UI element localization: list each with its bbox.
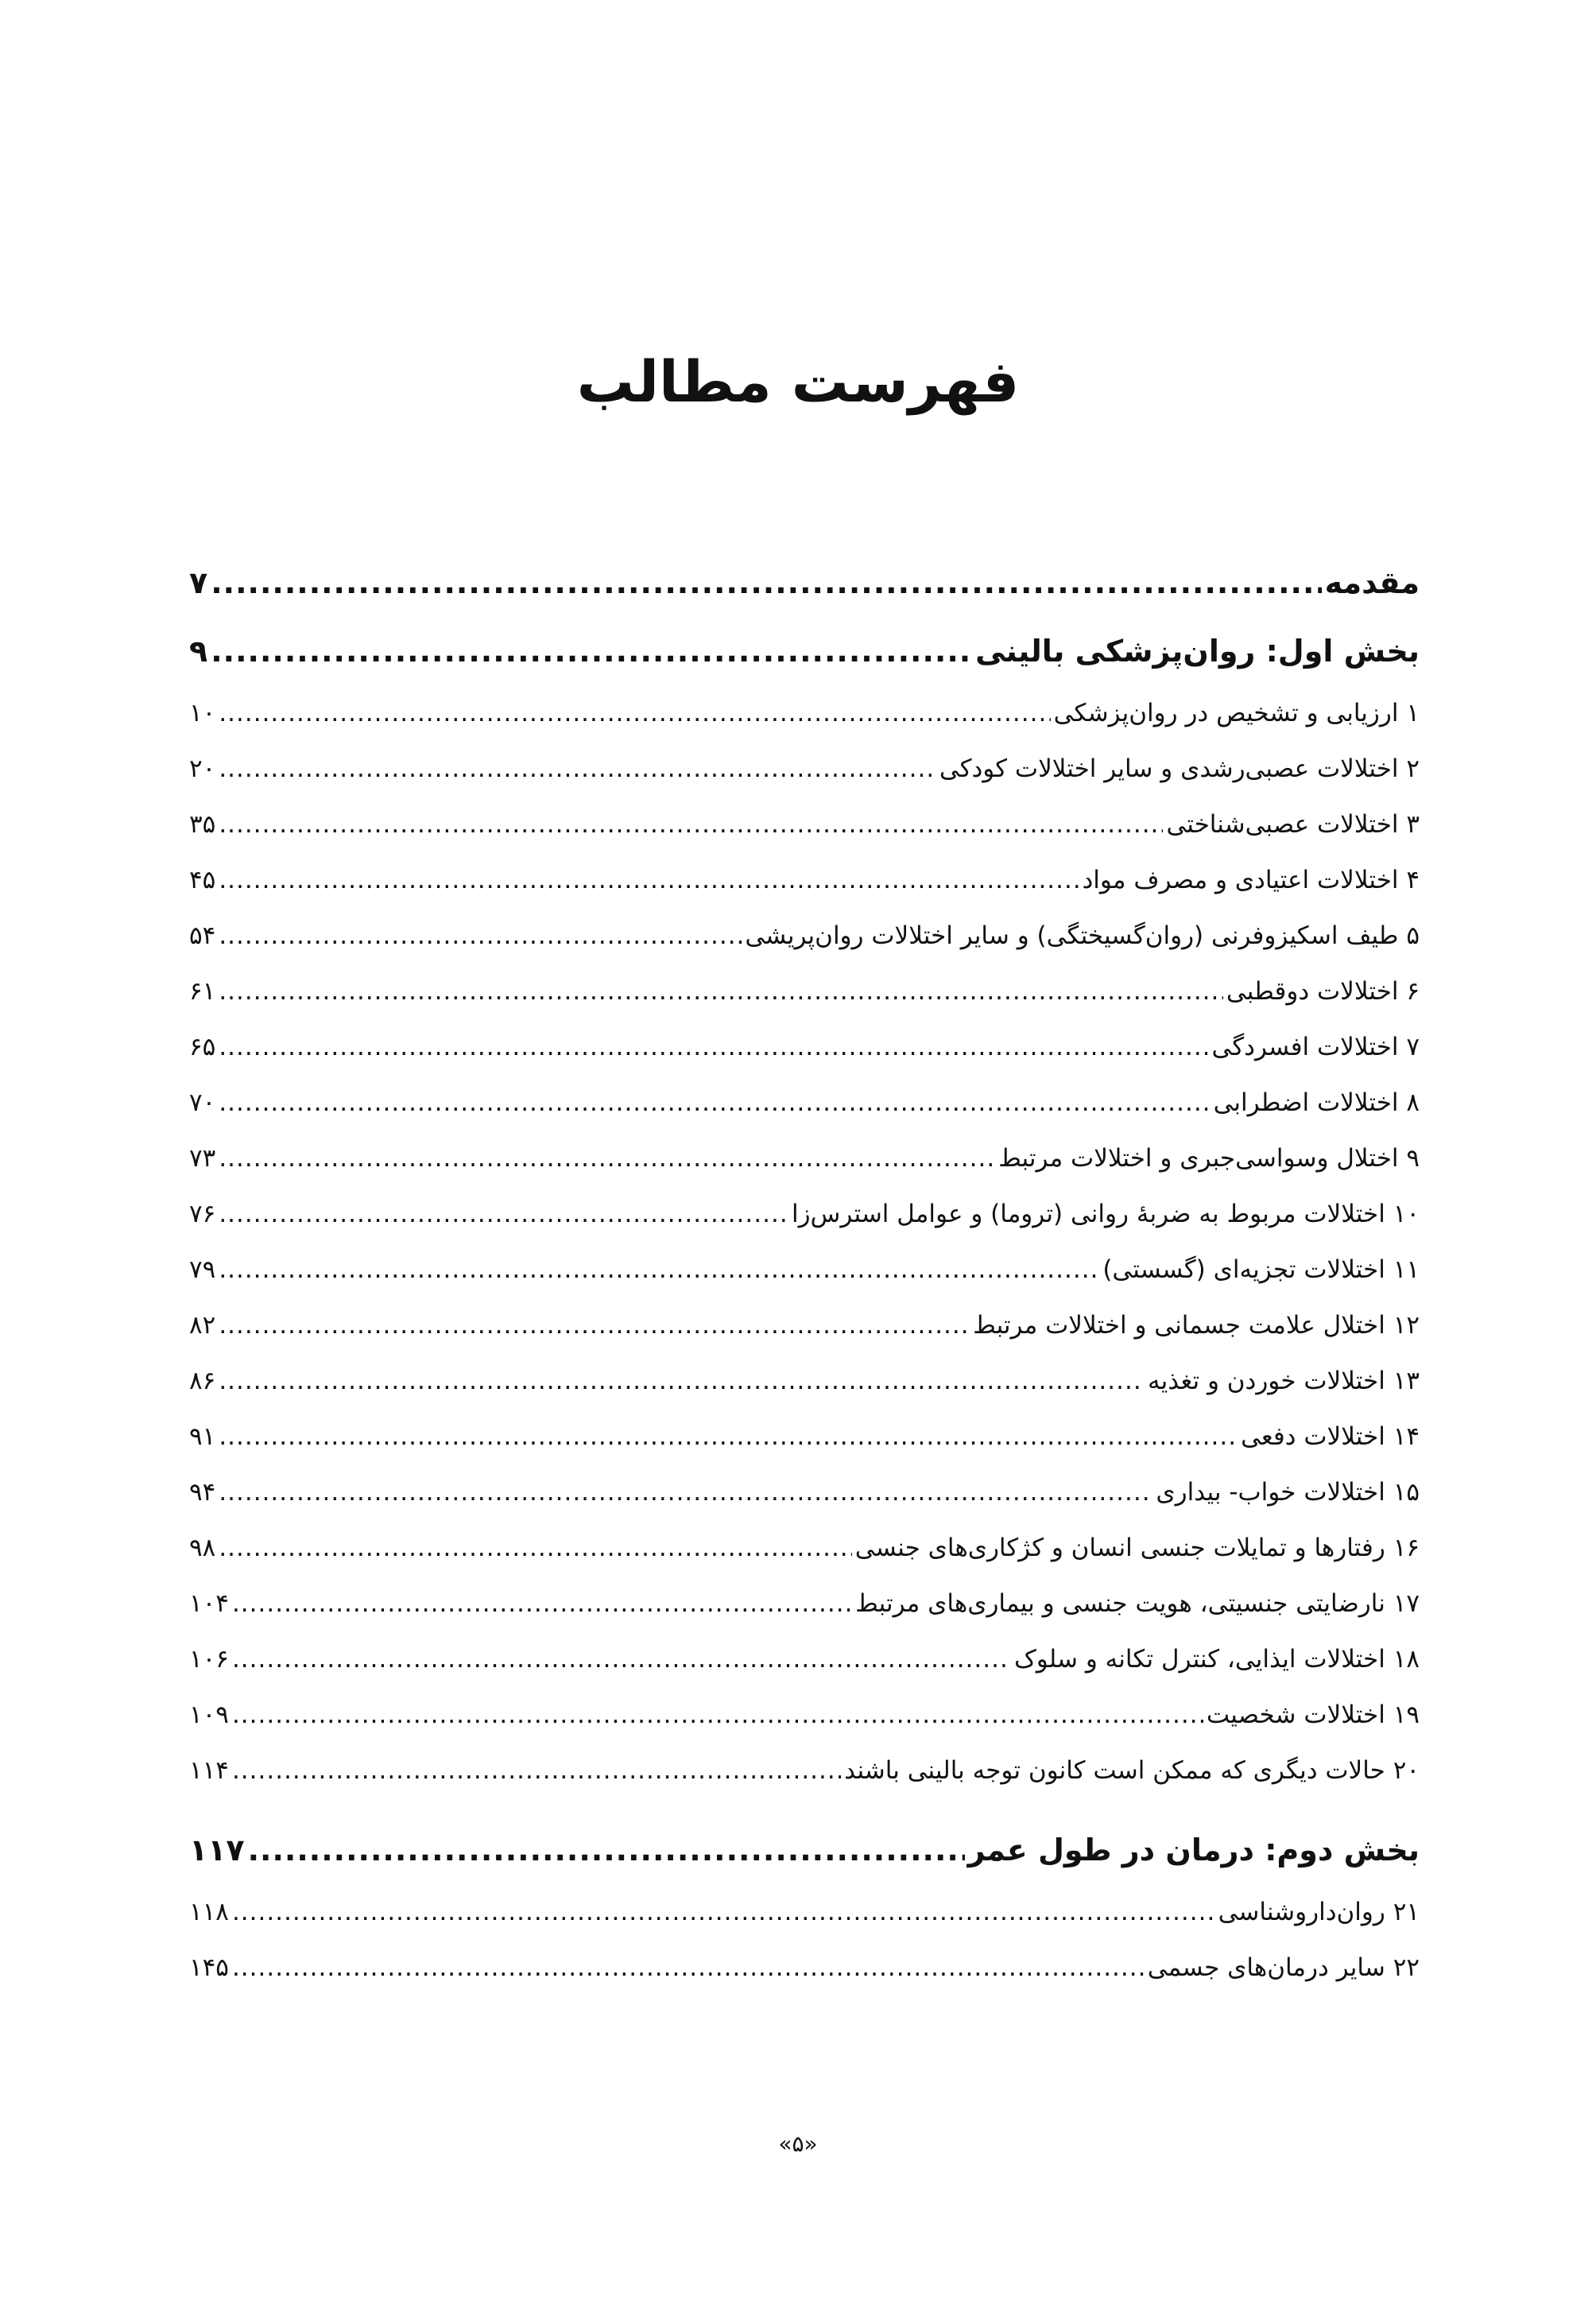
dot-leader (219, 1409, 1238, 1464)
toc-chapter-1 (189, 685, 1420, 741)
toc-page-number: ۶۵ (189, 1033, 216, 1061)
toc-page-number: ۱۰۹ (189, 1701, 229, 1729)
dot-leader (219, 1242, 1099, 1297)
toc-page-number: ۷۶ (189, 1200, 216, 1228)
dot-leader (219, 741, 936, 797)
dot-leader (211, 617, 972, 685)
dot-leader (232, 1884, 1215, 1940)
toc-page-number: ۲۰ (189, 754, 216, 783)
toc-page-number: ۷۹ (189, 1255, 216, 1284)
dot-leader (219, 1019, 1208, 1075)
toc-entry-title: ۸ اختلالات اضطرابی (1213, 1088, 1420, 1117)
toc-entry-title: ۱ ارزیابی و تشخیص در روان‌پزشکی (1053, 699, 1420, 727)
toc-chapter-19 (189, 1687, 1420, 1743)
toc-chapter-16 (189, 1520, 1420, 1576)
toc-chapter-6 (189, 964, 1420, 1019)
toc-entry-title: بخش اول: روان‌پزشکی بالینی (975, 634, 1420, 669)
toc-page-number: ۷۳ (189, 1144, 216, 1173)
toc-page-number: ۴۵ (189, 866, 216, 894)
toc-entry-title: ۹ اختلال وسواسی‌جبری و اختلالات مرتبط (998, 1144, 1420, 1173)
toc-entry-title: ۱۸ اختلالات ایذایی، کنترل تکانه و سلوک (1013, 1645, 1420, 1674)
dot-leader (232, 1687, 1203, 1743)
toc-chapter-21 (189, 1884, 1420, 1940)
toc-page-number: ۳۵ (189, 810, 216, 839)
toc-chapter-9 (189, 1131, 1420, 1186)
toc-chapter-14 (189, 1409, 1420, 1464)
toc-page-number: ۱۴۵ (189, 1953, 229, 1982)
dot-leader (232, 1743, 841, 1798)
dot-leader (219, 685, 1050, 741)
toc-chapter-18 (189, 1631, 1420, 1687)
toc-chapter-10 (189, 1186, 1420, 1242)
toc-chapter-13 (189, 1353, 1420, 1409)
toc-entry-title: ۲۰ حالات دیگری که ممکن است کانون توجه بالینی باشند (844, 1756, 1420, 1785)
dot-leader (248, 1816, 965, 1884)
toc-entry-introduction (189, 549, 1420, 617)
toc-entry-title: ۱۵ اختلالات خواب- بیداری (1156, 1478, 1420, 1507)
toc-entry-title: ۵ طیف اسکیزوفرنی (روان‌گسیختگی) و سایر اختلالات روان‌پریشی (745, 921, 1420, 950)
toc-chapter-22 (189, 1940, 1420, 1996)
toc-chapter-17 (189, 1576, 1420, 1631)
table-of-contents (189, 549, 1420, 1996)
toc-page-number: ۱۱۷ (189, 1833, 245, 1868)
toc-page-number: ۸۲ (189, 1311, 216, 1340)
toc-entry-title: ۳ اختلالات عصبی‌شناختی (1166, 810, 1420, 839)
toc-page-number: ۷ (189, 565, 208, 600)
dot-leader (232, 1940, 1145, 1996)
dot-leader (219, 797, 1163, 852)
toc-chapter-5 (189, 908, 1420, 964)
toc-page-number: ۹۸ (189, 1534, 216, 1562)
toc-entry-title: ۱۰ اختلالات مربوط به ضربهٔ روانی (تروما) و عوامل استرس‌زا (791, 1200, 1420, 1228)
toc-chapter-15 (189, 1464, 1420, 1520)
dot-leader (219, 1520, 851, 1576)
dot-leader (219, 1131, 995, 1186)
dot-leader (219, 1186, 788, 1242)
toc-page-number: ۹۱ (189, 1422, 216, 1451)
dot-leader (232, 1631, 1011, 1687)
dot-leader (219, 1075, 1210, 1131)
toc-entry-title: ۶ اختلالات دوقطبی (1226, 977, 1420, 1006)
toc-chapter-2 (189, 741, 1420, 797)
toc-page-number: ۱۱۴ (189, 1756, 229, 1785)
toc-chapter-4 (189, 852, 1420, 908)
toc-chapter-8 (189, 1075, 1420, 1131)
toc-page-number: ۱۰ (189, 699, 216, 727)
dot-leader (219, 908, 742, 964)
toc-page-number: ۵۴ (189, 921, 216, 950)
toc-page-number: ۱۰۴ (189, 1589, 229, 1618)
toc-page-number: ۹۴ (189, 1478, 216, 1507)
toc-page-number: ۶۱ (189, 977, 216, 1006)
toc-chapter-3 (189, 797, 1420, 852)
toc-entry-title: ۱۷ نارضایتی جنسیتی، هویت جنسی و بیماری‌های مرتبط (855, 1589, 1420, 1618)
toc-page-number: ۷۰ (189, 1088, 216, 1117)
toc-chapter-12 (189, 1297, 1420, 1353)
toc-page-number: ۹ (189, 634, 208, 669)
dot-leader (219, 1297, 970, 1353)
toc-entry-title: ۱۲ اختلال علامت جسمانی و اختلالات مرتبط (973, 1311, 1420, 1340)
toc-chapter-7 (189, 1019, 1420, 1075)
dot-leader (232, 1576, 852, 1631)
toc-entry-title: ۱۹ اختلالات شخصیت (1206, 1701, 1420, 1729)
toc-part-one (189, 617, 1420, 685)
toc-entry-title: مقدمه (1324, 565, 1420, 600)
toc-entry-title: ۱۱ اختلالات تجزیه‌ای (گسستی) (1102, 1255, 1420, 1284)
toc-entry-title: ۱۳ اختلالات خوردن و تغذیه (1147, 1367, 1420, 1395)
toc-entry-title: ۴ اختلالات اعتیادی و مصرف مواد (1082, 866, 1420, 894)
toc-entry-title: ۱۶ رفتارها و تمایلات جنسی انسان و کژکاری‌های جنسی (854, 1534, 1420, 1562)
toc-entry-title: ۲ اختلالات عصبی‌رشدی و سایر اختلالات کودکی (939, 754, 1420, 783)
toc-page-number: ۸۶ (189, 1367, 216, 1395)
toc-entry-title: ۲۱ روان‌داروشناسی (1218, 1898, 1420, 1926)
toc-entry-title: ۲۲ سایر درمان‌های جسمی (1147, 1953, 1420, 1982)
toc-part-two (189, 1816, 1420, 1884)
dot-leader (219, 964, 1223, 1019)
dot-leader (219, 1464, 1152, 1520)
toc-page-number: ۱۰۶ (189, 1645, 229, 1674)
dot-leader (219, 852, 1079, 908)
dot-leader (219, 1353, 1145, 1409)
page-number-footer: «۵» (778, 2131, 818, 2157)
toc-entry-title: بخش دوم: درمان در طول عمر (967, 1833, 1420, 1868)
toc-page-number: ۱۱۸ (189, 1898, 229, 1926)
toc-chapter-11 (189, 1242, 1420, 1297)
page-title: فهرست مطالب (576, 348, 1020, 415)
toc-chapter-20 (189, 1743, 1420, 1798)
toc-entry-title: ۷ اختلالات افسردگی (1211, 1033, 1420, 1061)
dot-leader (211, 549, 1321, 617)
toc-entry-title: ۱۴ اختلالات دفعی (1241, 1422, 1420, 1451)
